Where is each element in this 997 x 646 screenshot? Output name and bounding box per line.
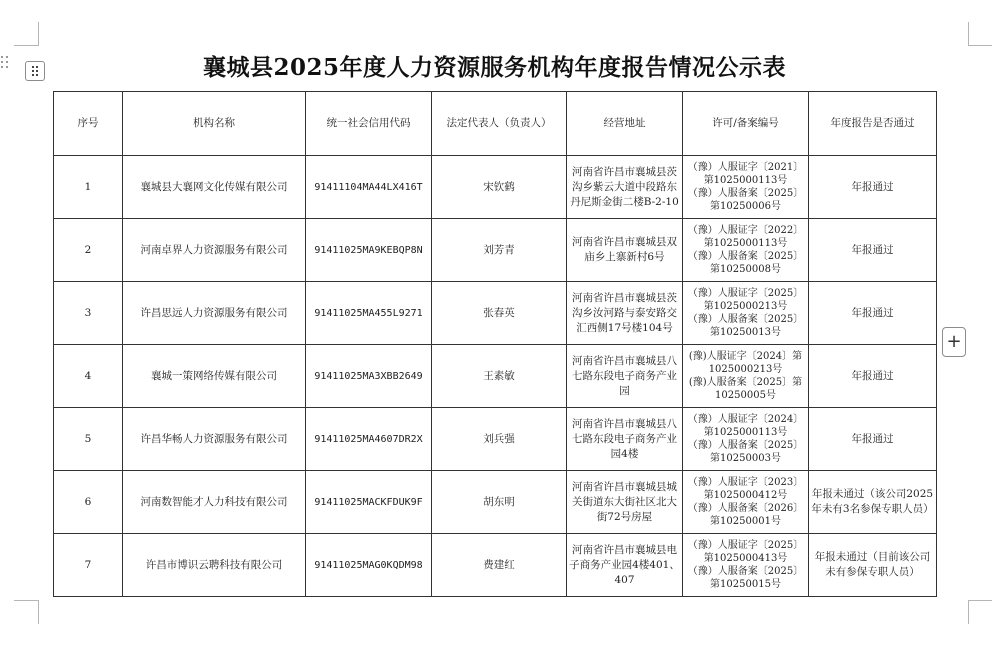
org-name: 河南卓界人力资源服务有限公司 [123, 219, 306, 282]
table-row [54, 282, 937, 345]
legal-representative: 刘兵强 [432, 408, 567, 471]
report-result: 年报通过 [809, 219, 937, 282]
address: 河南省许昌市襄城县双庙乡上寨新村6号 [567, 219, 683, 282]
credit-code: 91411025MAG0KQDM98 [306, 534, 432, 597]
legal-representative: 宋钦鹤 [432, 156, 567, 219]
header-cell: 机构名称 [123, 92, 306, 156]
legal-representative: 费建红 [432, 534, 567, 597]
credit-code: 91411104MA44LX416T [306, 156, 432, 219]
report-result: 年报未通过（该公司2025年未有3名参保专职人员） [809, 471, 937, 534]
license-line: （豫）人服证字〔2023〕第1025000412号 [687, 477, 804, 501]
report-result: 年报通过 [809, 282, 937, 345]
table-row [54, 156, 937, 219]
document-title: 襄城县2025年度人力资源服务机构年度报告情况公示表 [202, 54, 786, 81]
credit-code: 91411025MACKFDUK9F [306, 471, 432, 534]
license-line: (豫)人服备案〔2025〕第10250005号 [688, 377, 803, 401]
license-number [683, 219, 809, 282]
license-line: （豫）人服证字〔2024〕第1025000113号 [687, 414, 804, 438]
org-name: 许昌市博识云聘科技有限公司 [123, 534, 306, 597]
table-row [54, 471, 937, 534]
report-result: 年报未通过（目前该公司未有参保专职人员） [809, 534, 937, 597]
license-line: （豫）人服备案〔2026〕第10250001号 [687, 503, 804, 527]
report-result: 年报通过 [809, 408, 937, 471]
header-cell: 年度报告是否通过 [809, 92, 937, 156]
crop-mark-bottom-right [968, 600, 992, 601]
credit-code: 91411025MA4607DR2X [306, 408, 432, 471]
credit-code: 91411025MA3XBB2649 [306, 345, 432, 408]
table-row [54, 219, 937, 282]
legal-representative: 张春英 [432, 282, 567, 345]
crop-mark-top-left [38, 22, 39, 46]
crop-mark-top-right [968, 45, 992, 46]
address: 河南省许昌市襄城县城关街道东大街社区北大街72号房屋 [567, 471, 683, 534]
row-number: 6 [54, 471, 123, 534]
table-row [54, 534, 937, 597]
org-name: 襄城县大襄网文化传媒有限公司 [123, 156, 306, 219]
row-number: 2 [54, 219, 123, 282]
row-number: 1 [54, 156, 123, 219]
table-header-row [54, 92, 937, 156]
crop-mark-top-right [968, 22, 969, 46]
crop-mark-top-left [14, 45, 38, 46]
license-line: （豫）人服备案〔2025〕第10250006号 [687, 188, 804, 212]
license-line: （豫）人服备案〔2025〕第10250003号 [687, 440, 804, 464]
header-cell: 统一社会信用代码 [306, 92, 432, 156]
license-number [683, 156, 809, 219]
license-line: （豫）人服备案〔2025〕第10250013号 [687, 314, 804, 338]
table-row [54, 345, 937, 408]
license-number [683, 408, 809, 471]
license-line: （豫）人服证字〔2022〕第1025000113号 [687, 225, 804, 249]
legal-representative: 王素敏 [432, 345, 567, 408]
license-number [683, 345, 809, 408]
license-line: （豫）人服备案〔2025〕第10250015号 [687, 566, 804, 590]
license-number [683, 534, 809, 597]
credit-code: 91411025MA9KEBQP8N [306, 219, 432, 282]
header-cell: 序号 [54, 92, 123, 156]
plus-icon: + [946, 331, 962, 352]
license-number [683, 282, 809, 345]
header-cell: 许可/备案编号 [683, 92, 809, 156]
report-result: 年报通过 [809, 156, 937, 219]
org-name: 许昌华畅人力资源服务有限公司 [123, 408, 306, 471]
row-number: 5 [54, 408, 123, 471]
license-line: （豫）人服备案〔2025〕第10250008号 [687, 251, 804, 275]
org-name: 河南数智能才人力科技有限公司 [123, 471, 306, 534]
header-cell: 法定代表人（负责人） [432, 92, 567, 156]
org-name: 襄城一策网络传媒有限公司 [123, 345, 306, 408]
crop-mark-bottom-left [38, 600, 39, 624]
add-column-button[interactable] [942, 327, 966, 357]
license-line: （豫）人服证字〔2021〕第1025000113号 [687, 162, 804, 186]
org-name: 许昌思远人力资源服务有限公司 [123, 282, 306, 345]
address: 河南省许昌市襄城县茨沟乡汝河路与泰安路交汇西侧17号楼104号 [567, 282, 683, 345]
grip-dots-icon[interactable] [0, 54, 10, 70]
crop-mark-bottom-right [968, 600, 969, 624]
report-table [53, 91, 937, 597]
address: 河南省许昌市襄城县电子商务产业园4楼401、407 [567, 534, 683, 597]
table-drag-handle[interactable] [25, 61, 45, 81]
legal-representative: 胡东明 [432, 471, 567, 534]
credit-code: 91411025MA455L9271 [306, 282, 432, 345]
address: 河南省许昌市襄城县八七路东段电子商务产业园4楼 [567, 408, 683, 471]
license-line: (豫)人服证字〔2024〕第1025000213号 [688, 351, 803, 375]
license-number [683, 471, 809, 534]
header-cell: 经营地址 [567, 92, 683, 156]
license-line: （豫）人服证字〔2025〕第1025000413号 [687, 540, 804, 564]
license-line: （豫）人服证字〔2025〕第1025000213号 [687, 288, 804, 312]
row-number: 3 [54, 282, 123, 345]
address: 河南省许昌市襄城县八七路东段电子商务产业园 [567, 345, 683, 408]
row-number: 4 [54, 345, 123, 408]
legal-representative: 刘芳青 [432, 219, 567, 282]
report-result: 年报通过 [809, 345, 937, 408]
crop-mark-bottom-left [14, 600, 38, 601]
table-row [54, 408, 937, 471]
address: 河南省许昌市襄城县茨沟乡紫云大道中段路东丹尼斯金街二楼B-2-10 [567, 156, 683, 219]
row-number: 7 [54, 534, 123, 597]
